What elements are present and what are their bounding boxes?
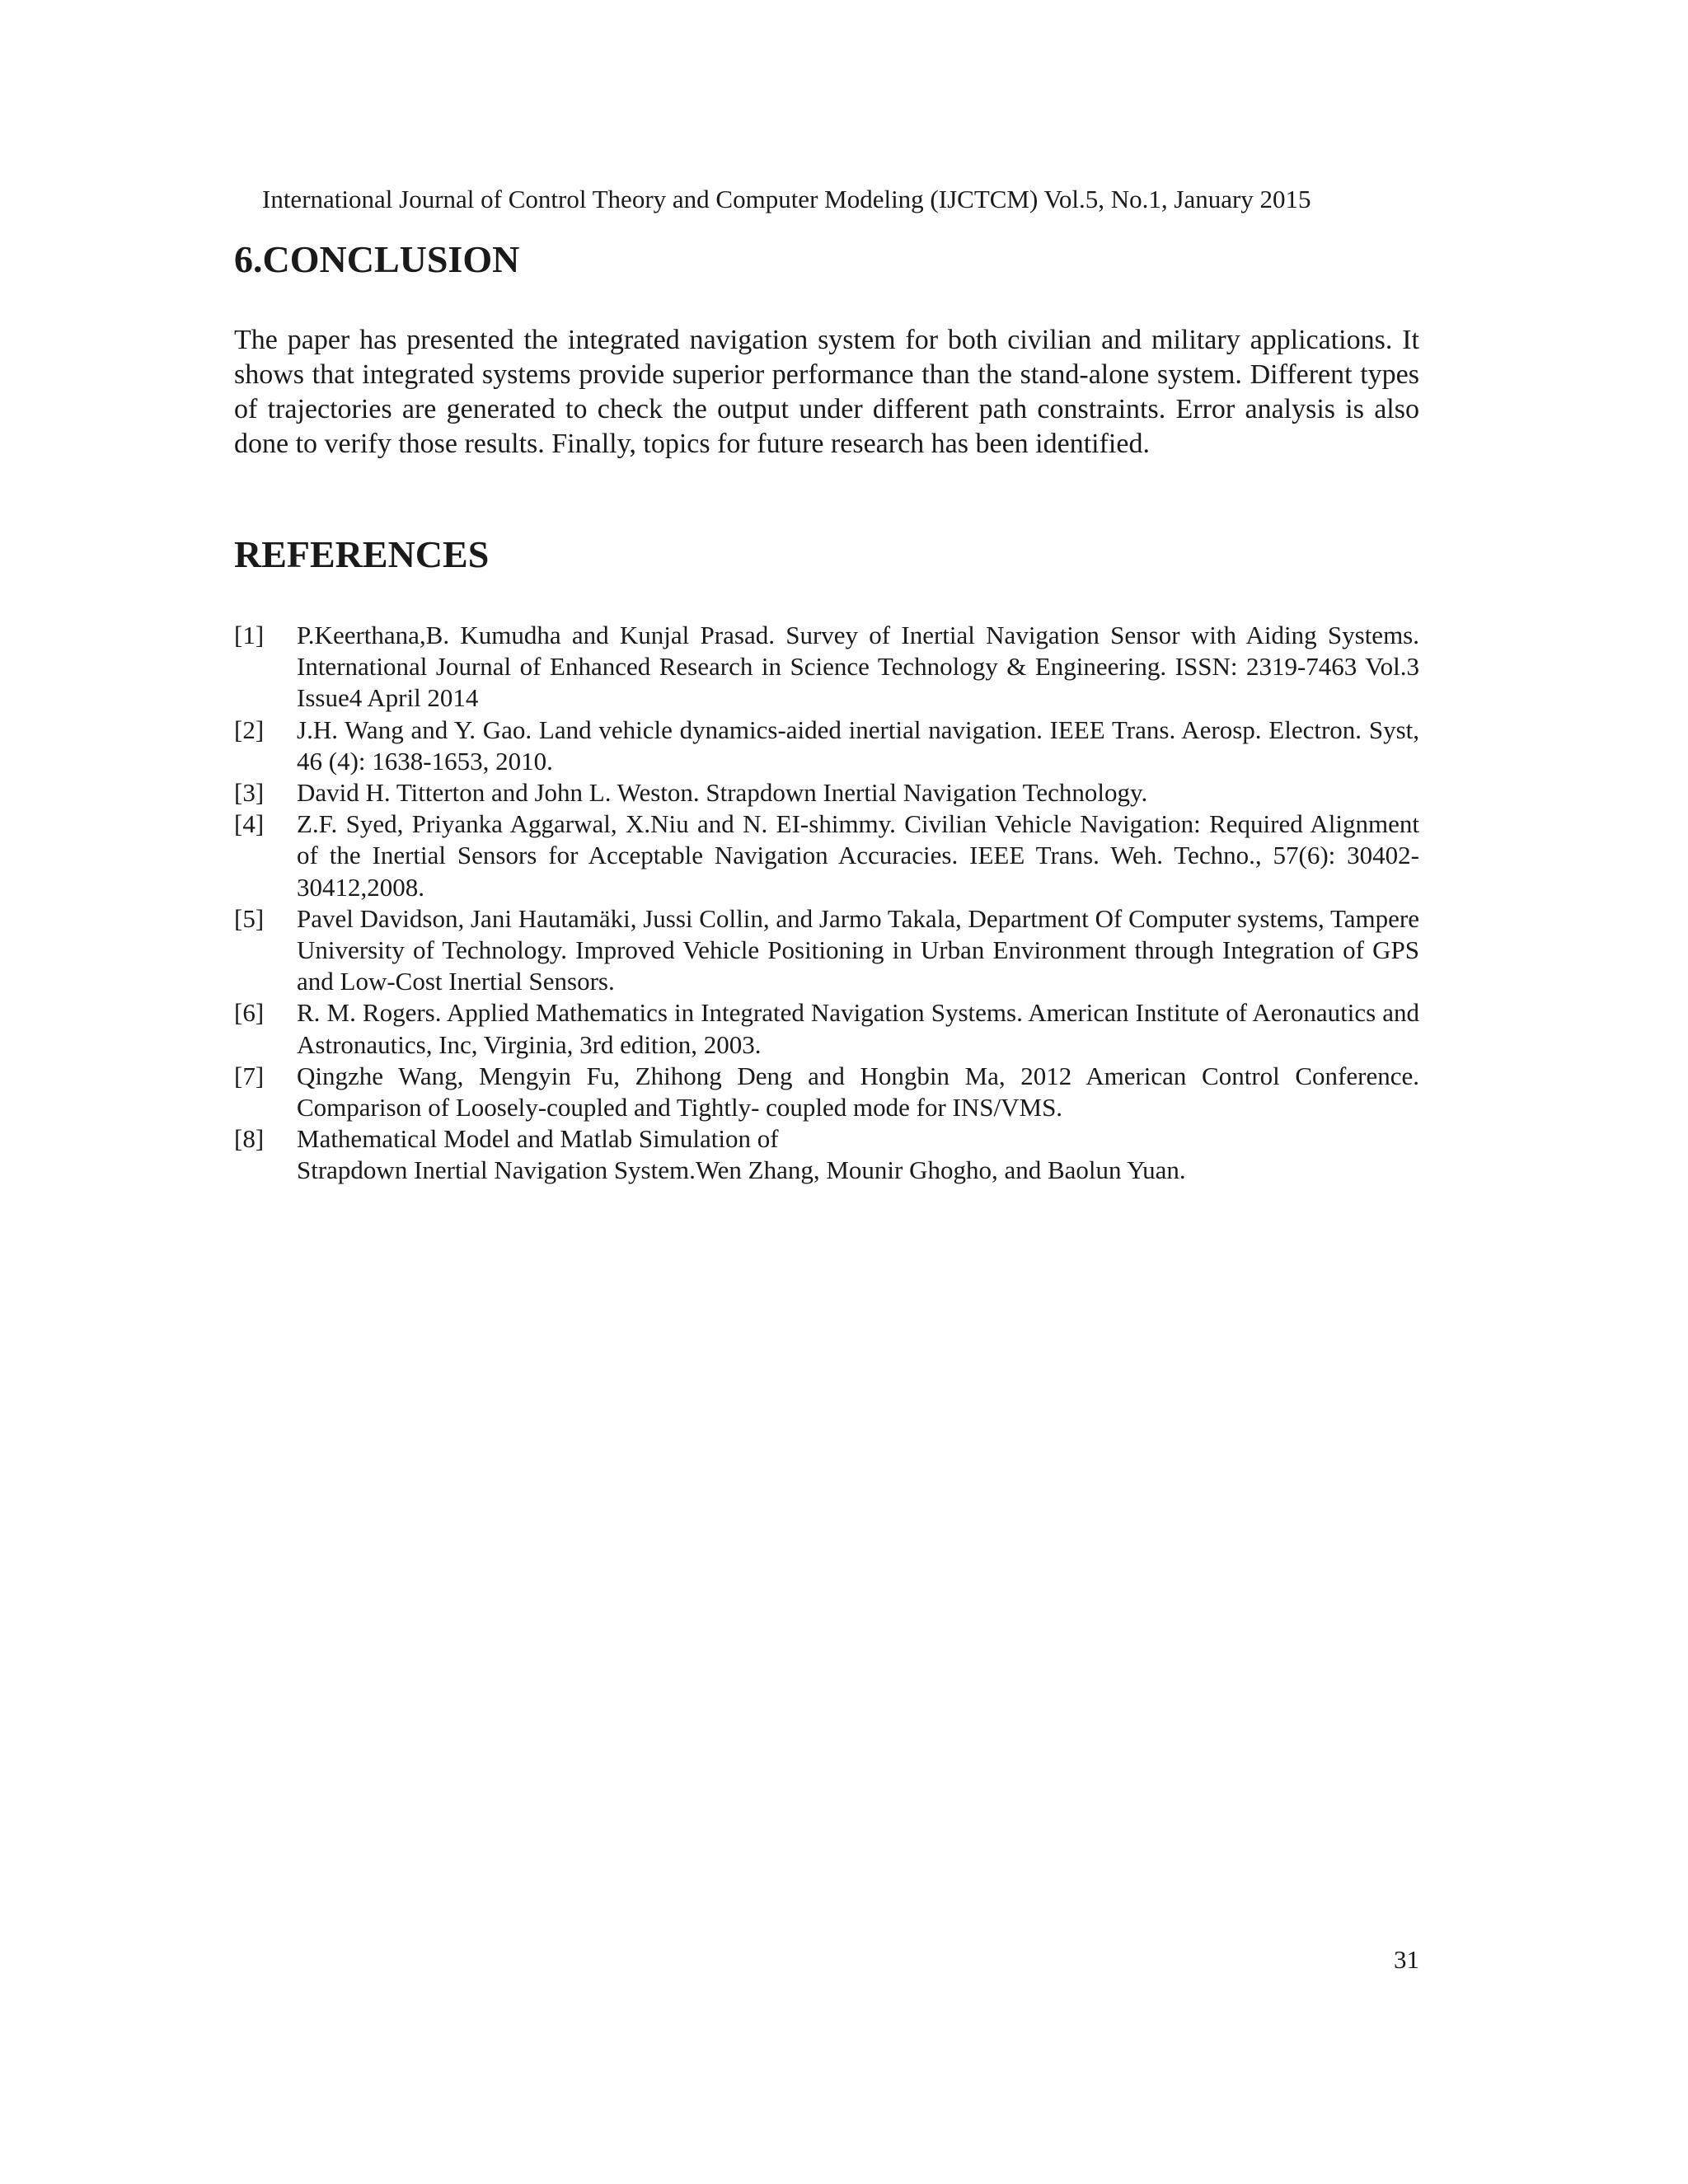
conclusion-paragraph: The paper has presented the integrated navigation system for both civilian and military applications. It shows that integrated systems provide superior performance than the stand-alone system. Different types of trajectories are generated to check the output under different path constraints. Error analysis is also done to verify those results. Finally, topics for future research has been identified. <box>234 325 1419 459</box>
reference-item-1 <box>234 620 1419 715</box>
reference-number: [8] <box>234 1124 265 1154</box>
references-heading: REFERENCES <box>234 533 490 575</box>
reference-item-6 <box>234 997 1419 1060</box>
reference-text <box>297 1123 1419 1186</box>
reference-item-3 <box>234 777 1419 808</box>
reference-list <box>234 620 1419 1187</box>
page-number: 31 <box>1394 1945 1419 1974</box>
conclusion-heading: 6.CONCLUSION <box>234 238 520 280</box>
reference-text: Qingzhe Wang, Mengyin Fu, Zhihong Deng and Hongbin Ma, 2012 American Control Conference. Comparison of Loosely-coupled and Tightly- coupled mode for INS/VMS. <box>297 1061 1419 1122</box>
reference-text-line: Strapdown Inertial Navigation System.Wen Zhang, Mounir Ghogho, and Baolun Yuan. <box>297 1155 1186 1185</box>
reference-item-7 <box>234 1061 1419 1123</box>
reference-number: [1] <box>234 621 265 649</box>
reference-text: Pavel Davidson, Jani Hautamäki, Jussi Collin, and Jarmo Takala, Department Of Computer systems, Tampere University of Technology. Improved Vehicle Positioning in Urban Environment through Integration of GPS and Low-Cost Inertial Sensors. <box>297 903 1419 996</box>
reference-text-line: Mathematical Model and Matlab Simulation of <box>297 1124 779 1154</box>
reference-number: [2] <box>234 715 265 744</box>
reference-text: P.Keerthana,B. Kumudha and Kunjal Prasad. Survey of Inertial Navigation Sensor with Aiding Systems. International Journal of Enhanced Research in Science Technology & Engineering. ISSN: 2319-7463 Vol.3 Issue4 April 2014 <box>297 621 1419 713</box>
running-header: International Journal of Control Theory and Computer Modeling (IJCTCM) Vol.5, No.1, January 2015 <box>262 185 1311 213</box>
reference-item-5 <box>234 903 1419 998</box>
reference-number: [5] <box>234 903 265 933</box>
reference-text: J.H. Wang and Y. Gao. Land vehicle dynamics-aided inertial navigation. IEEE Trans. Aerosp. Electron. Syst, 46 (4): 1638-1653, 2010. <box>297 715 1419 776</box>
reference-item-2 <box>234 715 1419 777</box>
reference-number: [6] <box>234 998 265 1028</box>
reference-text: Z.F. Syed, Priyanka Aggarwal, X.Niu and N. EI-shimmy. Civilian Vehicle Navigation: Required Alignment of the Inertial Sensors for Acceptable Navigation Accuracies. IEEE Trans. Weh. Techno., 57(6): 30402-30412,2008. <box>297 809 1419 902</box>
reference-number: [4] <box>234 809 265 839</box>
reference-number: [3] <box>234 778 265 808</box>
reference-number: [7] <box>234 1061 265 1090</box>
reference-item-8 <box>234 1123 1419 1186</box>
reference-text: David H. Titterton and John L. Weston. Strapdown Inertial Navigation Technology. <box>297 778 1148 808</box>
reference-item-4 <box>234 808 1419 903</box>
reference-text: R. M. Rogers. Applied Mathematics in Integrated Navigation Systems. American Institute of Aeronautics and Astronautics, Inc, Virginia, 3rd edition, 2003. <box>297 998 1419 1059</box>
